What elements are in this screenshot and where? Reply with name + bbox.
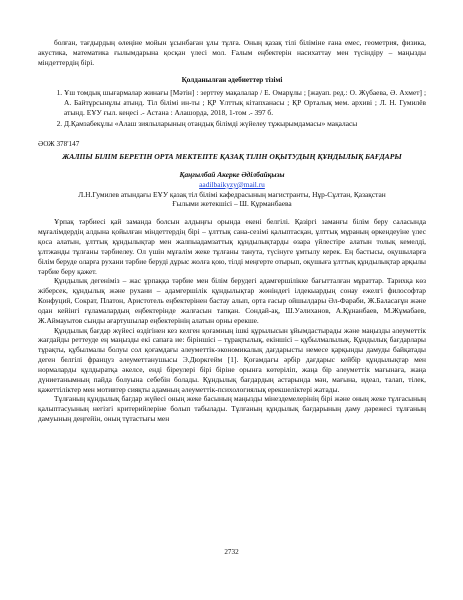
page-number: 2732 [224, 548, 239, 556]
supervisor: Ғылыми жетекшісі – Ш. Құрманбаева [172, 199, 292, 209]
intro-paragraph: болған, тағдырдың өлеңіне мойын ұсынбаған ұлы тұлға. Оның қазақ тілі біліміне ғана емес, геометрия, физика, акустика, математика ғылымдарына қосқан үлесі мол. Ғалым еңбектерін насихаттау мен түсіндіру – маңызды міндеттердің бірі. [38, 38, 426, 67]
udc-code: ӘОЖ 378'147 [38, 140, 80, 149]
article-body [38, 217, 426, 424]
article-title: ЖАЛПЫ БІЛІМ БЕРЕТІН ОРТА МЕКТЕПТЕ ҚАЗАҚ ТІЛІН ОҚЫТУДЫҢ ҚҰНДЫЛЫҚ БАҒДАРЫ [62, 152, 402, 162]
reference-item: 1. Ұш томдық шығармалар жинағы [Мәтін] : зерттеу мақалалар / Е. Омарұлы ; [жауап. ред.: О. Жүбаева, Ә. Ахмет] ; А. Байтұрсынұлы атынд. Тіл білімі ин-ты ; ҚР Ұлттық кітапханасы ; ҚР Орталық мем. архиві ; Л. Н. Гумилёв атынд. ЕҰУ ғыл. кеңесі .- Астана : Алашорда, 2018, 1-том .- 397 б. [64, 88, 426, 118]
body-paragraph: Ұрпақ тәрбиесі қай заманда болсын алдыңғы орында екені белгілі. Қазіргі заманғы білім беру саласында мұғалімдердің алдына қойылған міндеттердің бірі – ұлттық сана-сезімі қалыптасқан, ұлттық мұраның өркендеуіне үлес қоса алатын, ұлттық құндылықтар мен жалпыадамзаттық құндылықтарды өзара үйлестіре алатын толық кемелді, ұлтжанды тұлғаны тәрбиелеу. Ол үшін мұғалім жеке тұлғаны танута, түсінуге ұмтылу керек. Ең бастысы, оқушыларға білім беруде оларға рухани тәрбие беруді дұрыс жолға қою, тілді меңгерте отырып, оқушыға ұлттық құндылықтар арқылы тәрбие беру қажет. [38, 217, 426, 276]
author-affiliation: Л.Н.Гумилев атындағы ЕҰУ қазақ тіл білімі кафедрасының магистранты, Нұр-Сұлтан, Қазақстан [78, 189, 386, 199]
reference-item: 2. Д.Қамзабекұлы «Алаш зиялыларының отандық білімді жүйелеу тұжырымдамасы» мақаласы [64, 119, 426, 129]
document-page [38, 38, 426, 424]
references-heading: Қолданылған әдебиеттер тізімі [181, 75, 283, 84]
body-paragraph: Тұлғаның құндылық бағдар жүйесі оның жеке басының маңызды мінездемелерінің бірі және оның жеке тұлғасының қалыптасуының негізгі критерийлеріне болып табылады. Тұлғаның құндылық бағдарының даму дәрежесі тұлғаның дамуының деңгейін, оның тұтастығы мен [38, 394, 426, 424]
references-list [38, 88, 426, 128]
body-paragraph: Құндылық бағдар жүйесі өздігінен кез келген қоғамның ішкі құрылысын ұйымдастырады және маңызды әлеуметтік жағдайды реттеуде ең маңызды екі сапаға ие: біріншісі – тұрақтылық, екіншісі – құбылмалылық. Құндылық бағдарлары тұрақты, құбылмалы болуы сол қоғамдағы әлеуметтік-экономикалық дағдарысты немесе қарқынды дамуды байқатады деген белгілі француз әлеуметтанушысы Э.Дюркгейм [1]. Қоғамдағы әрбір дағдарыс кейбір құндылықтар мен нормаларды құлдыратқа әкелсе, енді біреулері бірі біріне орынға көтеріліп, жаңа бір әлеуметтік мағынаға, жаңа дүниетанымның пайда болуына себебін болады. Құндылық бағдардың астарында мән, мағына, идеал, талап, тілек, қажеттіліктер мен мотивтер сияқты адамның әлеуметтік-психологиялық ерекшеліктері жатады. [38, 325, 426, 394]
author-name: Қаңғылбай Акерке Әділбайқызы [179, 169, 285, 179]
body-paragraph: Құндылық дегеніміз – жас ұрпаққа тәрбие мен білім берудегі адамгершілікке бағытталған мұраттар. Тарихқа көз жіберсек, құндылық және рухани – адамгершілік құндылықтар жөніндегі ілдекыардың сонау ежелгі философтар Конфуций, Сократ, Платон, Аристотель еңбектерінен бастау алып, орта ғасыр ойшылдары Әл-Фараби, Ж.Баласағұн және одан кейінгі ғұламалардың еңбектерінде жалғасын тапқан. Сондай-ақ, Ш.Уәлиханов, А.Құнанбаев, М.Жұмабаев, Ж.Аймауытов сынды ағартушылар еңбектерінің алатын орны ерекше. [38, 276, 426, 325]
author-email-link[interactable]: aadilbaikyzy@mail.ru [199, 179, 265, 189]
